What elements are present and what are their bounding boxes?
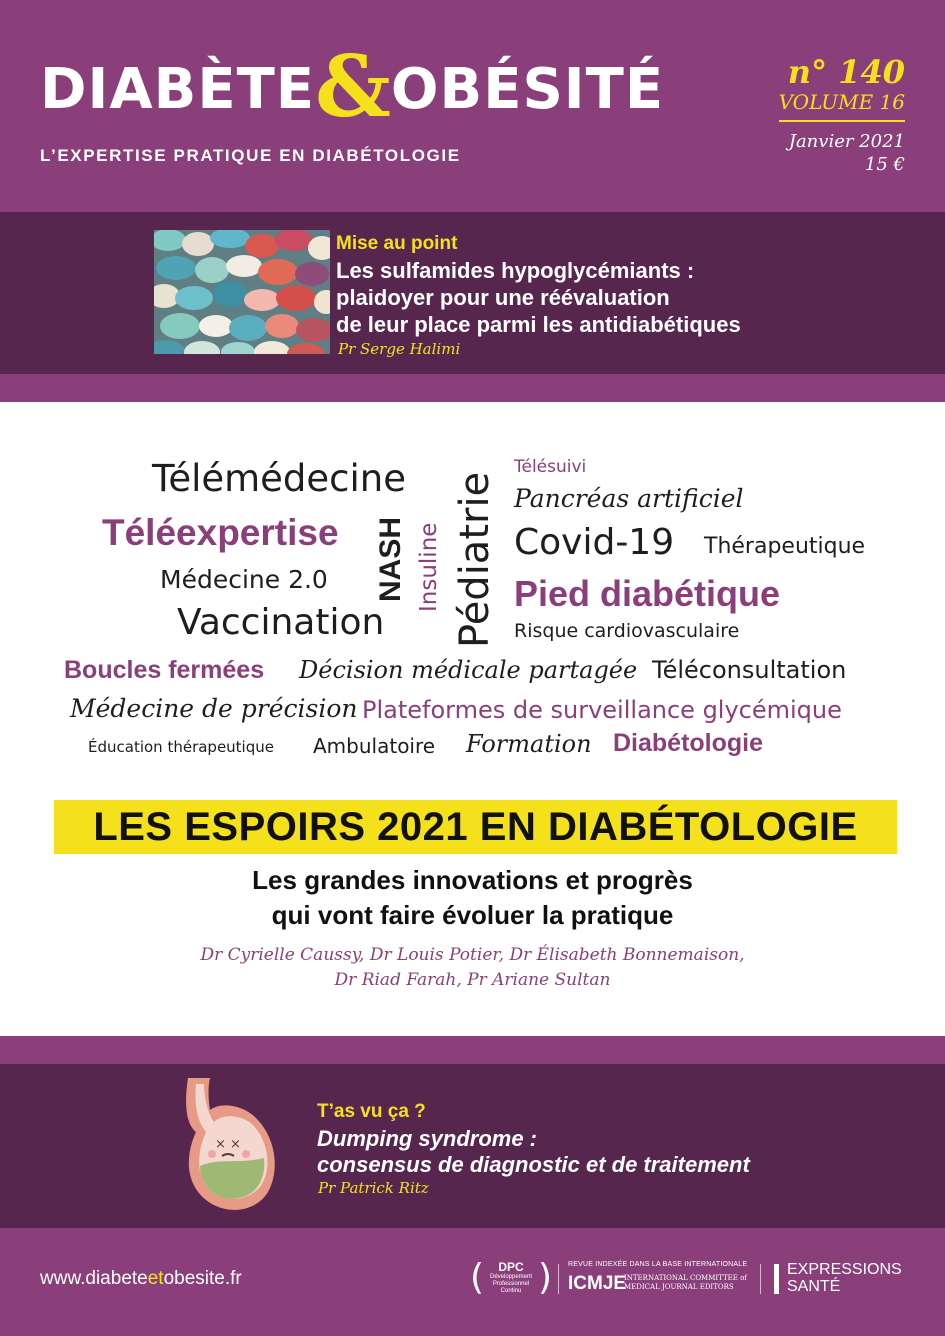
- feature-top-title-line-2: plaidoyer pour une réévaluation: [336, 285, 670, 310]
- feature-bottom-author: Pr Patrick Ritz: [318, 1179, 429, 1197]
- website-link[interactable]: [40, 1268, 242, 1290]
- icmje-sub-line-1: INTERNATIONAL COMMITTEE of: [624, 1274, 747, 1282]
- footer-divider: [760, 1264, 761, 1294]
- word-medecine-de-precision: Médecine de précision: [70, 694, 358, 723]
- feature-bottom-title-line-1: Dumping syndrome :: [317, 1126, 538, 1151]
- publisher-logo: [787, 1261, 902, 1295]
- main-subtitle-line-2: qui vont faire évoluer la pratique: [271, 900, 674, 930]
- stomach-icon: [176, 1074, 280, 1226]
- feature-bottom-kicker: T’as vu ça ?: [317, 1101, 426, 1122]
- word-medecine-2-0: Médecine 2.0: [160, 565, 328, 594]
- journal-logo: [40, 37, 665, 136]
- main-subtitle-line-1: Les grandes innovations et progrès: [252, 865, 693, 895]
- dpc-paren-right-icon: ): [537, 1257, 552, 1298]
- word-covid-19: Covid-19: [514, 522, 675, 563]
- cover-header: [0, 0, 945, 210]
- word-pied-diabetique: Pied diabétique: [514, 573, 781, 614]
- issue-number: n° 140: [787, 53, 905, 91]
- feature-top-author: Pr Serge Halimi: [338, 340, 461, 358]
- dpc-line-3: Continu: [500, 1288, 522, 1294]
- logo-ampersand: &: [315, 37, 391, 136]
- word-formation: Formation: [466, 730, 592, 758]
- word-diabetologie: Diabétologie: [613, 729, 764, 757]
- dpc-line-1: Développement: [489, 1274, 533, 1280]
- word-risque-cardiovasculaire: Risque cardiovasculaire: [514, 620, 740, 642]
- word-teleexpertise: Téléexpertise: [102, 512, 339, 553]
- svg-text:× ×: × ×: [215, 1137, 241, 1152]
- publisher-line-1: EXPRESSIONS: [787, 1261, 902, 1278]
- word-nash: NASH: [374, 516, 407, 602]
- word-ambulatoire: Ambulatoire: [313, 734, 436, 758]
- main-authors-line-1: Dr Cyrielle Caussy, Dr Louis Potier, Dr Élisabeth Bonnemaison,: [200, 945, 745, 965]
- word-insuline: Insuline: [416, 522, 442, 612]
- pills-illustration: [154, 230, 330, 354]
- logo-left: DIABÈTE: [40, 57, 316, 122]
- website-suffix: obesite.fr: [163, 1268, 242, 1289]
- website-et: et: [147, 1268, 164, 1289]
- word-pancreas-artificiel: Pancréas artificiel: [514, 484, 744, 513]
- dpc-title: DPC: [498, 1260, 524, 1274]
- main-headline: LES ESPOIRS 2021 EN DIABÉTOLOGIE: [54, 800, 897, 854]
- word-plateformes-surveillance: Plateformes de surveillance glycémique: [362, 696, 842, 724]
- word-decision-medicale-partagee: Décision médicale partagée: [299, 656, 638, 684]
- icmje-subtitle: [624, 1274, 747, 1292]
- icmje-index-label: REVUE INDEXÉE DANS LA BASE INTERNATIONALE: [568, 1261, 748, 1268]
- publisher-line-2: SANTÉ: [787, 1278, 841, 1295]
- logo-right: OBÉSITÉ: [390, 57, 665, 122]
- website-prefix: www.diabete: [40, 1268, 148, 1289]
- word-teleconsultation: Téléconsultation: [652, 656, 847, 684]
- dpc-logo: [470, 1256, 552, 1302]
- word-therapeutique: Thérapeutique: [704, 534, 866, 559]
- dpc-paren-left-icon: (: [470, 1257, 485, 1298]
- issue-volume: VOLUME 16: [779, 90, 905, 122]
- dpc-line-2: Professionnel: [492, 1281, 530, 1287]
- word-pediatrie: Pédiatrie: [452, 471, 498, 648]
- pills-photo: [154, 230, 330, 354]
- issue-price: 15 €: [864, 154, 905, 175]
- main-authors-line-2: Dr Riad Farah, Pr Ariane Sultan: [334, 970, 611, 990]
- issue-date: Janvier 2021: [788, 131, 905, 152]
- word-education-therapeutique: Éducation thérapeutique: [88, 738, 274, 756]
- word-telesuivi: Télésuivi: [514, 457, 587, 477]
- word-vaccination: Vaccination: [177, 602, 385, 643]
- word-boucles-fermees: Boucles fermées: [64, 656, 265, 684]
- feature-bottom-title-line-2: consensus de diagnostic et de traitement: [317, 1152, 750, 1177]
- icmje-logo: ICMJE: [568, 1273, 627, 1294]
- icmje-sub-line-2: MEDICAL JOURNAL EDITORS: [624, 1283, 734, 1291]
- feature-top-title-line-1: Les sulfamides hypoglycémiants :: [336, 258, 695, 283]
- feature-top-kicker: Mise au point: [336, 233, 458, 254]
- publisher-bar-icon: [774, 1264, 779, 1294]
- issue-info: [779, 54, 905, 176]
- word-telemedecine: Télémédecine: [152, 457, 407, 500]
- footer-divider: [558, 1264, 559, 1294]
- feature-top-title-line-3: de leur place parmi les antidiabétiques: [336, 312, 741, 337]
- journal-tagline: L’EXPERTISE PRATIQUE EN DIABÉTOLOGIE: [40, 146, 461, 165]
